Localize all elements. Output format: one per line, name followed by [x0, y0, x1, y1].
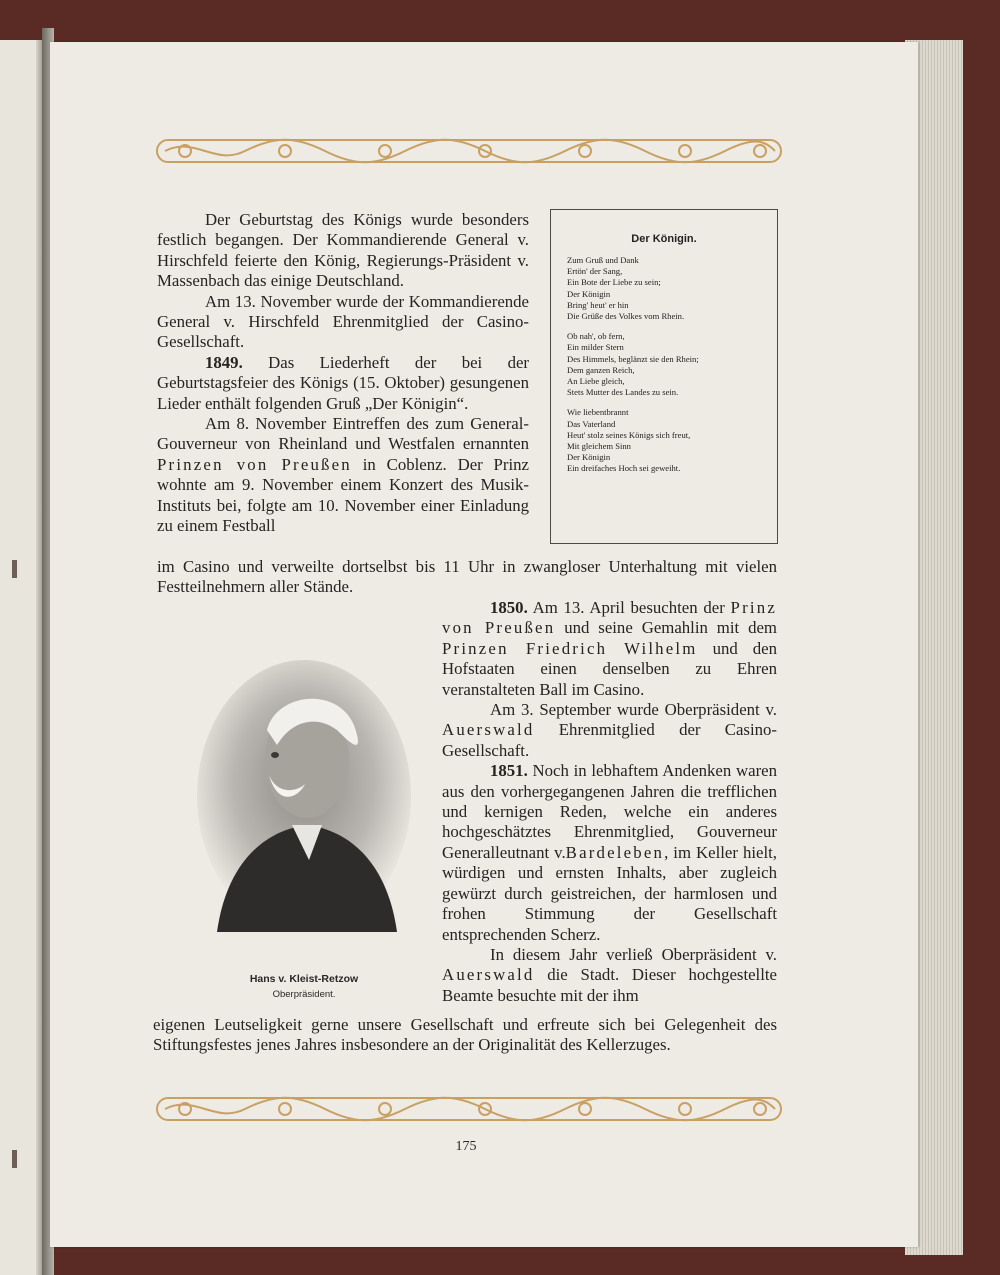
paragraph-1851 — [442, 761, 777, 945]
paragraph-continuation — [157, 557, 777, 598]
poem-line: Ob nah', ob fern, — [567, 331, 625, 342]
paragraph-text: eigenen Leutseligkeit gerne unsere Gesellschaft und erfreute sich bei Gelegenheit des Stiftungsfestes jenes Jahres insbesondere an der Originalität des Kellerzuges. — [153, 1015, 777, 1055]
caption-name: Hans v. Kleist-Retzow — [249, 973, 359, 985]
paragraph-auerswald-leaves — [442, 945, 777, 1006]
poem-line: An Liebe gleich, — [567, 376, 625, 387]
text-full-width-top — [157, 557, 777, 598]
poem-line: Die Grüße des Volkes vom Rhein. — [567, 311, 685, 322]
paragraph-text: Am 13. April besuchten der — [532, 598, 725, 617]
poem-line: Ein dreifaches Hoch sei geweiht. — [567, 463, 681, 474]
year-heading: 1850. — [490, 598, 528, 617]
poem-line: Wie liebentbrannt — [567, 407, 629, 418]
spaced-name: Prinzen Friedrich Wilhelm — [442, 638, 698, 658]
paragraph-text: In diesem Jahr verließ Oberpräsident v. — [490, 944, 777, 964]
text-full-width-bottom — [153, 1015, 777, 1056]
paragraph-text: Am 13. November wurde der Kommandierende General v. Hirschfeld Ehrenmitglied der Casino-Gesellschaft. — [157, 291, 529, 352]
poem-line: Der Königin — [567, 288, 611, 299]
poem-line: Das Vaterland — [567, 418, 616, 429]
poem-line: Mit gleichem Sinn — [567, 441, 631, 452]
top-ornament-border — [155, 136, 783, 166]
paragraph-text: im Casino und verweilte dortselbst bis 11 Uhr in zwangloser Unterhaltung mit vielen Festteilnehmern aller Stände. — [157, 557, 777, 597]
paragraph-text: in Coblenz. Der Prinz wohnte am 9. November einem Konzert des Musik-Instituts bei, folgte am 10. November einer Einladung zu einem Festball — [157, 454, 529, 536]
bottom-ornament-border — [155, 1094, 783, 1124]
poem-title: Der Königin. — [631, 233, 697, 245]
poem-box — [550, 209, 778, 544]
poem-stanza — [567, 407, 777, 474]
spaced-name: Bardeleben — [565, 842, 665, 862]
paragraph-text: Das Liederheft der bei der Geburtstagsfeier des Königs (15. Oktober) gesungenen Lieder enthält folgenden Gruß „Der Königin“. — [157, 352, 529, 413]
poem-line: Der Königin — [567, 452, 611, 463]
paragraph-text: und den Hofstaaten einen denselben zu Ehren veranstalteten Ball im Casino. — [442, 638, 777, 699]
paragraph-text: Ehrenmitglied der Casino-Gesellschaft. — [442, 720, 777, 760]
text-column-left — [157, 210, 529, 537]
paragraph-september-3 — [442, 700, 777, 761]
caption-role: Oberpräsident. — [272, 989, 336, 1000]
poem-line: Bring' heut' er hin — [567, 299, 629, 310]
paragraph-text: , im Keller hielt, würdigen und ernsten Inhalts, aber zugleich gewürzt durch geistreichen, der harmlosen und frohen Stimmung der Gesellschaft entsprechenden Scherz. — [442, 842, 777, 944]
poem-line: Stets Mutter des Landes zu sein. — [567, 387, 679, 398]
page-number: 175 — [455, 1139, 477, 1154]
poem-line: Dem ganzen Reich, — [567, 364, 635, 375]
year-heading: 1849. — [205, 352, 243, 372]
poem-stanzas — [551, 255, 777, 475]
poem-line: Ein Bote der Liebe zu sein; — [567, 277, 661, 288]
paragraph-text: Der Geburtstag des Königs wurde besonders festlich begangen. Der Kommandierende General v. Hirschfeld feierte den König, Regierungs-Präsident v. Massenbach das einige Deutschland. — [157, 210, 529, 291]
spaced-name: Prinzen von Preußen — [157, 454, 352, 474]
spaced-name: Prinz von Preußen — [442, 598, 777, 638]
paragraph-text: Noch in lebhaftem Andenken waren aus den vorhergegangenen Jahren die trefflichen und kernigen Reden, welche ein anderes hochgeschätztes Ehrenmitglied, Gouverneur Generalleutnant v. — [442, 761, 778, 862]
paragraph-birthday — [157, 210, 529, 292]
paragraph-text: Am 3. September wurde Oberpräsident v. — [490, 700, 777, 720]
paragraph-text: die Stadt. Dieser hochgestellte Beamte besuchte mit der ihm — [442, 965, 777, 1005]
paragraph-text: und seine Gemahlin mit dem — [564, 618, 777, 638]
poem-line: Heut' stolz seines Königs sich freut, — [567, 429, 691, 440]
poem-line: Zum Gruß und Dank — [567, 255, 639, 265]
paragraph-november-8 — [157, 414, 529, 536]
poem-stanza — [567, 255, 777, 322]
portrait-photo — [197, 660, 411, 932]
poem-line: Ertön' der Sang, — [567, 266, 623, 277]
paragraph-continuation — [153, 1015, 777, 1056]
spaced-name: Auerswald — [442, 720, 535, 740]
text-column-right — [442, 598, 777, 1006]
paragraph-text: Am 8. November Eintreffen des zum General-Gouverneur von Rheinland und Westfalen ernannten — [157, 414, 529, 454]
year-heading: 1851. — [490, 761, 528, 781]
paragraph-1849 — [157, 353, 529, 414]
poem-line: Des Himmels, beglänzt sie den Rhein; — [567, 353, 699, 364]
poem-stanza — [567, 331, 777, 398]
portrait-caption — [197, 973, 411, 1000]
paragraph-november-13 — [157, 292, 529, 353]
poem-line: Ein milder Stern — [567, 342, 624, 353]
paragraph-1850 — [442, 598, 777, 700]
spaced-name: Auerswald — [442, 965, 535, 985]
